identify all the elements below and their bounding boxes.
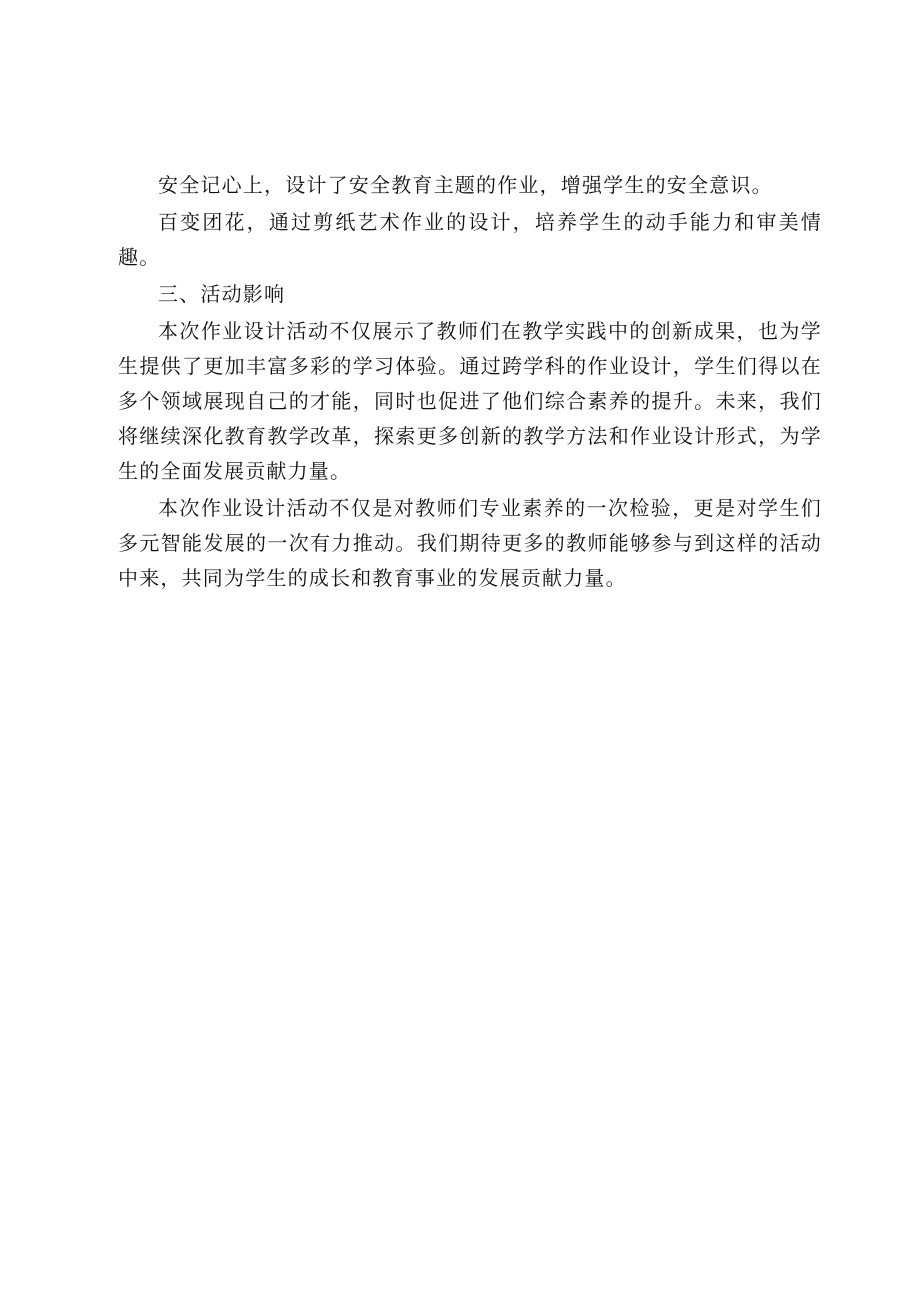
- section-heading-activity-impact: 三、活动影响: [158, 282, 286, 306]
- document-body: [118, 168, 822, 598]
- paragraph-safety-homework: 安全记心上，设计了安全教育主题的作业，增强学生的安全意识。: [158, 173, 773, 197]
- paragraph-impact-summary: 本次作业设计活动不仅展示了教师们在教学实践中的创新成果，也为学生提供了更加丰富多彩的学习体验。通过跨学科的作业设计，学生们得以在多个领域展现自己的才能，同时也促进了他们综合素养的提升。未来，我们将继续深化教育教学改革，探索更多创新的教学方法和作业设计形式，为学生的全面发展贡献力量。: [118, 319, 822, 483]
- paragraph-closing: 本次作业设计活动不仅是对教师们专业素养的一次检验，更是对学生们多元智能发展的一次有力推动。我们期待更多的教师能够参与到这样的活动中来，共同为学生的成长和教育事业的发展贡献力量。: [118, 496, 822, 590]
- paragraph-paper-cutting: 百变团花，通过剪纸艺术作业的设计，培养学生的动手能力和审美情趣。: [118, 210, 822, 269]
